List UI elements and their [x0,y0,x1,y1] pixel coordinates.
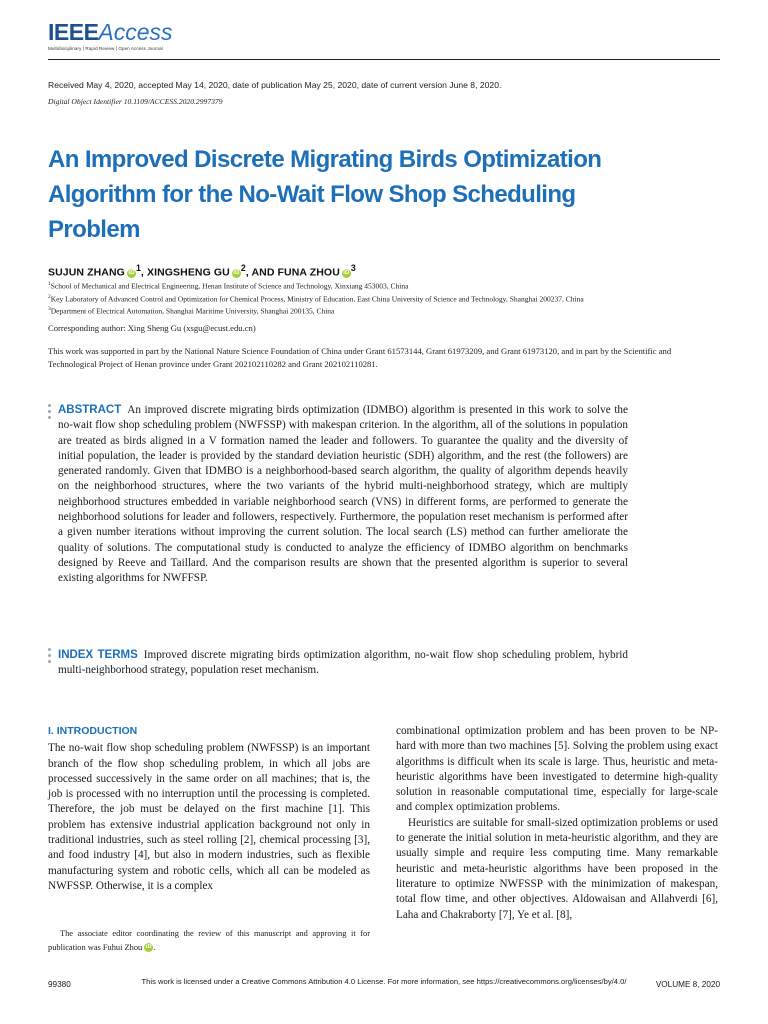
author-name: XINGSHENG GU [146,266,230,279]
header-rule [48,59,720,60]
affiliation-item [48,292,708,305]
affiliation-item [48,304,708,317]
affiliation-num: 3 [48,306,51,313]
orcid-icon[interactable]: iD [128,269,135,276]
orcid-icon[interactable]: iD [233,269,240,276]
intro-paragraph: The no-wait flow shop scheduling problem (NWFSSP) is an important branch of the flow shop scheduling problem, in which all jobs are processed successively in the same order on all machines; that is, the job is processed with no interruption until the processing is completed. Therefore, the job must be delayed on the first machine [1]. This problem has extensive industrial application background not only in traditional industries, such as steel rolling [2], chemical processing [3], and food industry [4], but also in modern industries, such as flexible manufacturing system and robotic cells, which all can be modeled as NWFSSP. Otherwise, it is a complex [48,742,370,892]
funding-statement: This work was supported in part by the National Nature Science Foundation of China under Grant 61573144, Grant 61973209, and Grant 61973120, and in part by the Scientific and Technological Project of Henan province under Grant 202102110282 and Grant 202102110281. [48,346,672,369]
orcid-icon[interactable]: iD [145,943,152,950]
index-terms-dots-icon [48,648,52,666]
author-separator: , AND [245,266,278,279]
license-notice[interactable]: This work is licensed under a Creative Commons Attribution 4.0 License. For more information, see https://creativecommons.org/licenses/by/4.0/ [141,977,627,986]
abstract [58,403,628,587]
affiliation-text: School of Mechanical and Electrical Engineering, Henan Institute of Science and Technology, Xinxiang 453003, China [50,281,409,291]
abstract-text: An improved discrete migrating birds optimization (IDMBO) algorithm is presented in this work to solve the no-wait flow shop scheduling problem (NWFSSP) with makespan criterion. In the algorithm, all of the solutions in population are treated as birds aligned in a V formation named the leader and followers. To guarantee the quality and the diversity of initial population, the leader is provided by the standard deviation heuristic (SDH) algorithm, and the rest (the followers) are generated randomly. Given that IDMBO is a neighborhood-based search algorithm, the quality of algorithm depends heavily on the neighborhood structures, where the two variants of the hybrid multi-neighborhood strategy, which are multiply neighborhood structures embedded in variable neighborhood search (VNS) in different forms, are performed to generate the neighborhood solutions for leader and followers, respectively. Furthermore, the population reset mechanism is performed after a given number iterations without improving the current solution. The local search (LS) method can further ameliorate the quality of solutions. The computational study is conducted to analyze the efficiency of IDMBO algorithm on benchmarks designed by Reeve and Taillard. And the comparison results are shown that the presented algorithm is superior to several existing algorithms for NWFFSP. [58,404,628,585]
author-list [48,263,356,279]
affiliation-item [48,279,708,292]
affiliations [48,279,708,317]
logo-ieee: IEEE [48,19,99,45]
author-name: FUNA ZHOU [277,266,340,279]
affiliation-num: 2 [48,293,51,300]
affiliation-text: Department of Electrical Automation, Shanghai Maritime University, Shanghai 200135, China [50,306,335,316]
left-column [48,724,370,894]
affiliation-num: 1 [48,281,51,287]
abstract-dots-icon [48,404,52,422]
intro-paragraph: combinational optimization problem and has been proven to be NP-hard with more than two machines [5]. Solving the problem using exact algorithms is difficult when its scale is large. Thus, heuristic and meta-heuristic algorithms have been investigated to determine high-quality solution in reasonable computational time, especially for large-scale and complex optimization problems. [396,725,718,814]
journal-tagline: Multidisciplinary | Rapid Review | Open Access Journal [48,46,163,51]
index-terms-text: Improved discrete migrating birds optimization algorithm, no-wait flow shop scheduling problem, hybrid multi-neighborhood strategy, population reset mechanism. [58,649,628,677]
author-affil-num: 3 [350,263,356,273]
article-title: An Improved Discrete Migrating Birds Optimization Algorithm for the No-Wait Flow Shop Scheduling Problem [48,146,602,243]
intro-paragraph: Heuristics are suitable for small-sized optimization problems or used to generate the initial solution in meta-heuristic algorithm, and they are usually simple and require less computing time. Many remarkable heuristic and meta-heuristic algorithms have been proposed in the literature to optimize NWFSSP with the minimization of makespan, total flow time, and other objectives. Aldowaisan and Allahverdi [6], Laha and Chakraborty [7], Ye et al. [8], [396,816,718,921]
footnote-text: The associate editor coordinating the review of this manuscript and approving it for publication was Fuhui Zhou [48,929,370,952]
index-terms [58,648,628,679]
publication-dates: Received May 4, 2020, accepted May 14, 2020, date of publication May 25, 2020, date of current version June 8, 2020. [48,80,502,90]
section-heading: I. INTRODUCTION [48,725,138,737]
right-column [396,724,718,923]
abstract-label: ABSTRACT [58,404,122,416]
page-number: 99380 [48,980,71,989]
journal-logo [48,20,173,51]
author-affil-num: 1 [135,263,141,273]
index-terms-label: INDEX TERMS [58,649,138,661]
logo-access: Access [98,19,173,45]
corresponding-author: Corresponding author: Xing Sheng Gu (xsgu@ecust.edu.cn) [48,323,256,333]
author-affil-num: 2 [240,263,246,273]
affiliation-text: Key Laboratory of Advanced Control and Optimization for Chemical Process, Ministry of Education, East China University of Science and Technology, Shanghai 200237, China [50,294,584,304]
doi[interactable]: Digital Object Identifier 10.1109/ACCESS.2020.2997379 [48,97,223,106]
orcid-icon[interactable]: iD [343,269,350,276]
author-separator: , [140,266,147,279]
editor-footnote: The associate editor coordinating the review of this manuscript and approving it for publication was Fuhui Zhou iD . [48,929,370,952]
author-name: SUJUN ZHANG [48,266,125,279]
volume-label: VOLUME 8, 2020 [655,980,720,989]
